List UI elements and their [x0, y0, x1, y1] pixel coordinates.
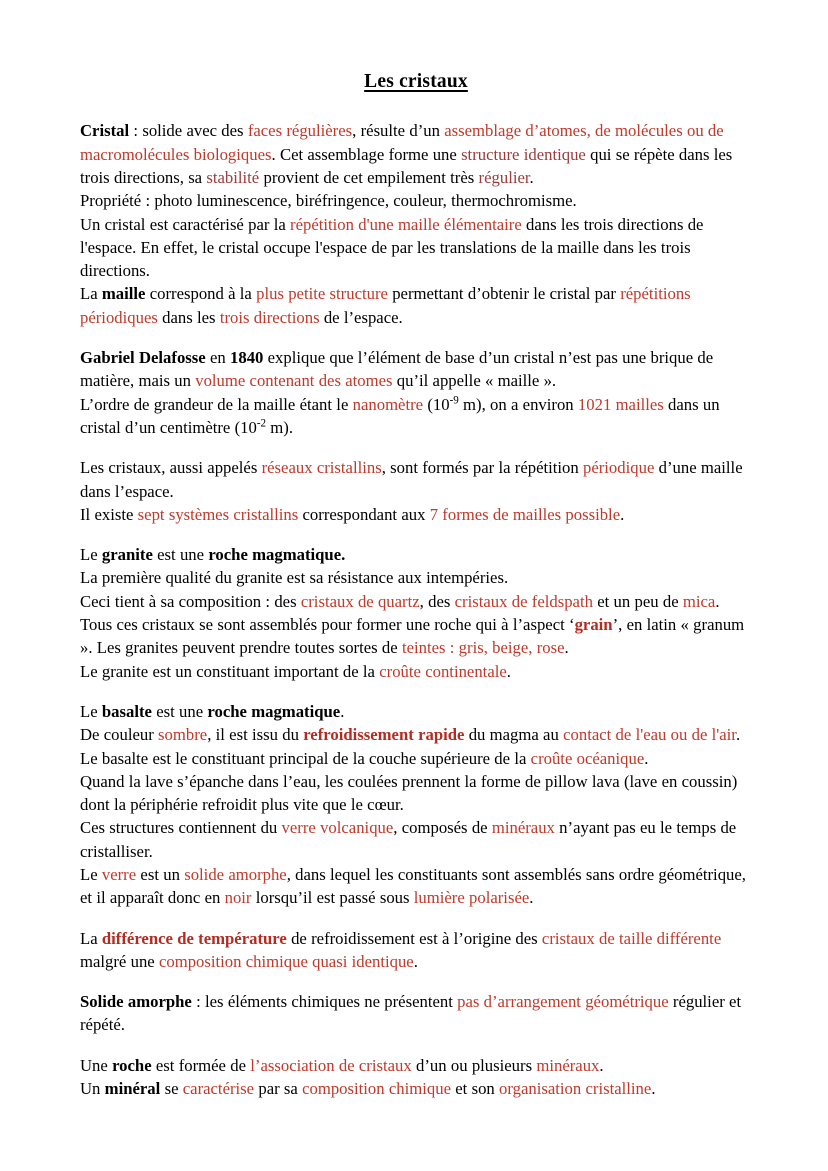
text: : solide avec des — [129, 121, 248, 141]
paragraph-difference-temperature — [80, 927, 752, 974]
line-propriete: Propriété : photo luminescence, biréfringence, couleur, thermochromisme. — [80, 191, 577, 211]
term-mineral: minéral — [104, 1079, 161, 1099]
highlight-verre-volcanique: verre volcanique — [281, 818, 394, 838]
highlight-mineraux: minéraux — [536, 1055, 600, 1075]
text: n’ayant pas eu le temps de cristalliser. — [80, 818, 737, 861]
text: Le — [80, 701, 102, 721]
page-title-text: Les cristaux — [364, 71, 468, 92]
term-granite: granite — [101, 545, 153, 565]
text: de refroidissement est à l’origine des — [286, 928, 542, 948]
highlight-organisation-cristalline: organisation cristalline — [499, 1079, 652, 1099]
term-roche-magmatique: roche magmatique. — [208, 545, 346, 565]
highlight-repetition-maille: répétition d'une maille élémentaire — [290, 214, 522, 234]
term-roche-magmatique: roche magmatique — [207, 701, 341, 721]
highlight-contact-eau-air: contact de l'eau ou de l'air — [563, 725, 736, 745]
highlight-sombre: sombre — [158, 725, 208, 745]
text: qui se répète dans les trois directions, sa — [80, 144, 733, 187]
highlight-periodique: périodique — [582, 458, 655, 478]
highlight-reseaux-cristallins: réseaux cristallins — [261, 458, 382, 478]
text: . — [599, 1055, 604, 1075]
highlight-solide-amorphe: solide amorphe — [184, 865, 287, 884]
text: correspondant aux — [298, 504, 430, 524]
text: Ces structures contiennent du — [80, 818, 282, 838]
paragraph-granite — [80, 543, 752, 683]
text: dans les trois directions de l'espace. En effet, le cristal occupe l'espace de par les translations de la maille dans les trois directions. — [80, 214, 704, 281]
text: : les éléments chimiques ne présentent — [191, 992, 458, 1012]
text: . — [340, 701, 345, 721]
text: et un peu de — [592, 591, 683, 611]
highlight-difference-temperature: différence de température — [101, 928, 287, 948]
text: explique que l’élément de base d’un cristal n’est pas une brique de matière, mais un — [80, 348, 714, 391]
document-body — [80, 70, 752, 1100]
text: est formée de — [151, 1055, 251, 1075]
highlight-noir: noir — [224, 888, 252, 908]
highlight-trois-directions: trois directions — [219, 307, 320, 327]
text: permettant d’obtenir le cristal par — [387, 284, 621, 304]
highlight-verre: verre — [101, 865, 137, 884]
highlight-structure-identique: structure identique — [461, 144, 586, 164]
term-roche: roche — [112, 1055, 152, 1075]
highlight-grain: grain — [574, 615, 613, 635]
text: Une — [80, 1055, 113, 1075]
text: . — [413, 951, 418, 971]
text: régulier et répété. — [80, 992, 742, 1035]
text: Ceci tient à sa composition : des — [80, 591, 301, 611]
text: Les cristaux, aussi appelés — [80, 458, 262, 478]
text: . — [506, 661, 511, 681]
text: , il est issu du — [207, 725, 304, 745]
highlight-association-cristaux: l’association de cristaux — [250, 1055, 412, 1075]
term-basalte: basalte — [101, 701, 152, 721]
term-solide-amorphe: Solide amorphe — [80, 992, 192, 1012]
highlight-mica: mica — [682, 591, 716, 611]
text: , composés de — [393, 818, 492, 838]
term-maille: maille — [101, 284, 146, 304]
text: , sont formés par la répétition — [381, 458, 583, 478]
page-title — [80, 70, 752, 93]
text: . Le basalte est le constituant principal de la couche supérieure de la — [80, 725, 741, 768]
paragraph-cristal-definition — [80, 119, 752, 329]
text: d’un ou plusieurs — [411, 1055, 537, 1075]
highlight-regulier: régulier — [478, 167, 530, 187]
line-pillow-lava: Quand la lave s’épanche dans l’eau, les coulées prennent la forme de pillow lava (lave en coussin) dont la périphérie refroidit plus vite que le cœur. — [80, 771, 738, 815]
highlight-refroidissement-rapide: refroidissement rapide — [303, 725, 465, 745]
text: Un cristal est caractérisé par la — [80, 214, 291, 234]
highlight-repetitions-periodiques: répétitions périodiques — [80, 284, 691, 327]
exponent-minus-nine: -9 — [449, 394, 459, 407]
text: provient de cet empilement très — [259, 167, 479, 187]
text: Le granite est un constituant important de la — [80, 661, 380, 681]
term-cristal: Cristal — [80, 121, 130, 141]
text: . Tous ces cristaux se sont assemblés pour former une roche qui à l’aspect ‘ — [80, 591, 720, 635]
text: . — [651, 1079, 656, 1099]
paragraph-solide-amorphe — [80, 990, 752, 1037]
text: La — [80, 284, 102, 304]
highlight-mineraux: minéraux — [491, 818, 555, 838]
text: . — [529, 167, 534, 187]
text: Il existe — [80, 504, 138, 524]
text: m), on a environ — [458, 394, 578, 414]
paragraph-gabriel-delafosse — [80, 346, 752, 439]
text: est une — [151, 701, 208, 721]
text: . — [620, 504, 625, 524]
text: . Cet assemblage forme une — [271, 144, 462, 164]
highlight-croute-oceanique: croûte océanique — [530, 748, 645, 768]
highlight-plus-petite-structure: plus petite structure — [256, 284, 388, 304]
text: malgré une — [80, 951, 159, 971]
highlight-assemblage: assemblage d’atomes, de molécules ou de macromolécules biologiques — [80, 121, 724, 164]
text: Le — [80, 865, 102, 884]
highlight-cristaux-quartz: cristaux de quartz — [300, 591, 420, 611]
text: , dans lequel les constituants sont assemblés sans ordre géométrique, et il apparaît donc en — [80, 865, 746, 908]
text: et son — [451, 1079, 500, 1099]
text: d’une maille dans l’espace. — [80, 458, 743, 501]
text: La — [80, 928, 102, 948]
text: De couleur — [80, 725, 159, 745]
text: L’ordre de grandeur de la maille étant le — [80, 394, 353, 414]
exponent-minus-two: -2 — [256, 417, 267, 430]
highlight-7-formes-mailles: 7 formes de mailles possible — [429, 504, 621, 524]
text: se — [160, 1079, 183, 1099]
highlight-cristaux-taille-differente: cristaux de taille différente — [541, 928, 722, 948]
highlight-stabilite: stabilité — [206, 167, 260, 187]
text: Le — [80, 545, 102, 565]
highlight-lumiere-polarisee: lumière polarisée — [413, 888, 530, 908]
text: m). — [266, 417, 294, 437]
text: est un — [136, 865, 185, 884]
text: dans les — [157, 307, 220, 327]
text: qu’il appelle « maille ». — [392, 371, 557, 391]
text: . — [644, 748, 649, 768]
term-gabriel-delafosse: Gabriel Delafosse — [80, 348, 206, 368]
text: dans un cristal d’un centimètre (10 — [80, 394, 720, 437]
year-1840: 1840 — [230, 348, 264, 368]
highlight-caracterise: caractérise — [182, 1079, 255, 1099]
highlight-nanometre: nanomètre — [352, 394, 424, 414]
paragraph-reseaux-cristallins — [80, 456, 752, 526]
highlight-pas-arrangement-geometrique: pas d’arrangement géométrique — [457, 992, 669, 1012]
highlight-composition-chimique-identique: composition chimique quasi identique — [158, 951, 414, 971]
text: est une — [152, 545, 209, 565]
highlight-faces-regulieres: faces régulières — [247, 121, 353, 141]
paragraph-basalte — [80, 700, 752, 910]
text: en — [205, 348, 230, 368]
line-qualite-granite: La première qualité du granite est sa résistance aux intempéries. — [80, 568, 509, 588]
text: correspond à la — [145, 284, 257, 304]
highlight-composition-chimique: composition chimique — [302, 1079, 451, 1099]
text: , des — [419, 591, 455, 611]
highlight-croute-continentale: croûte continentale — [379, 661, 507, 681]
text: de l’espace. — [319, 307, 403, 327]
highlight-volume-atomes: volume contenant des atomes — [195, 371, 393, 391]
highlight-sept-systemes: sept systèmes cristallins — [137, 504, 299, 524]
text: ’, en latin « granum ». Les granites peuvent prendre toutes sortes de — [80, 615, 745, 658]
text: , résulte d’un — [352, 121, 445, 141]
text: . — [564, 638, 569, 658]
text: . — [529, 888, 534, 908]
highlight-cristaux-feldspath: cristaux de feldspath — [454, 591, 593, 611]
text: Un — [80, 1079, 105, 1099]
text: (10 — [423, 394, 450, 414]
text: par sa — [254, 1079, 303, 1099]
paragraph-roche-mineral — [80, 1054, 752, 1101]
highlight-1021-mailles: 1021 mailles — [577, 394, 664, 414]
text: du magma au — [464, 725, 564, 745]
text: lorsqu’il est passé sous — [251, 888, 414, 908]
highlight-teintes: teintes : gris, beige, rose — [401, 638, 565, 658]
